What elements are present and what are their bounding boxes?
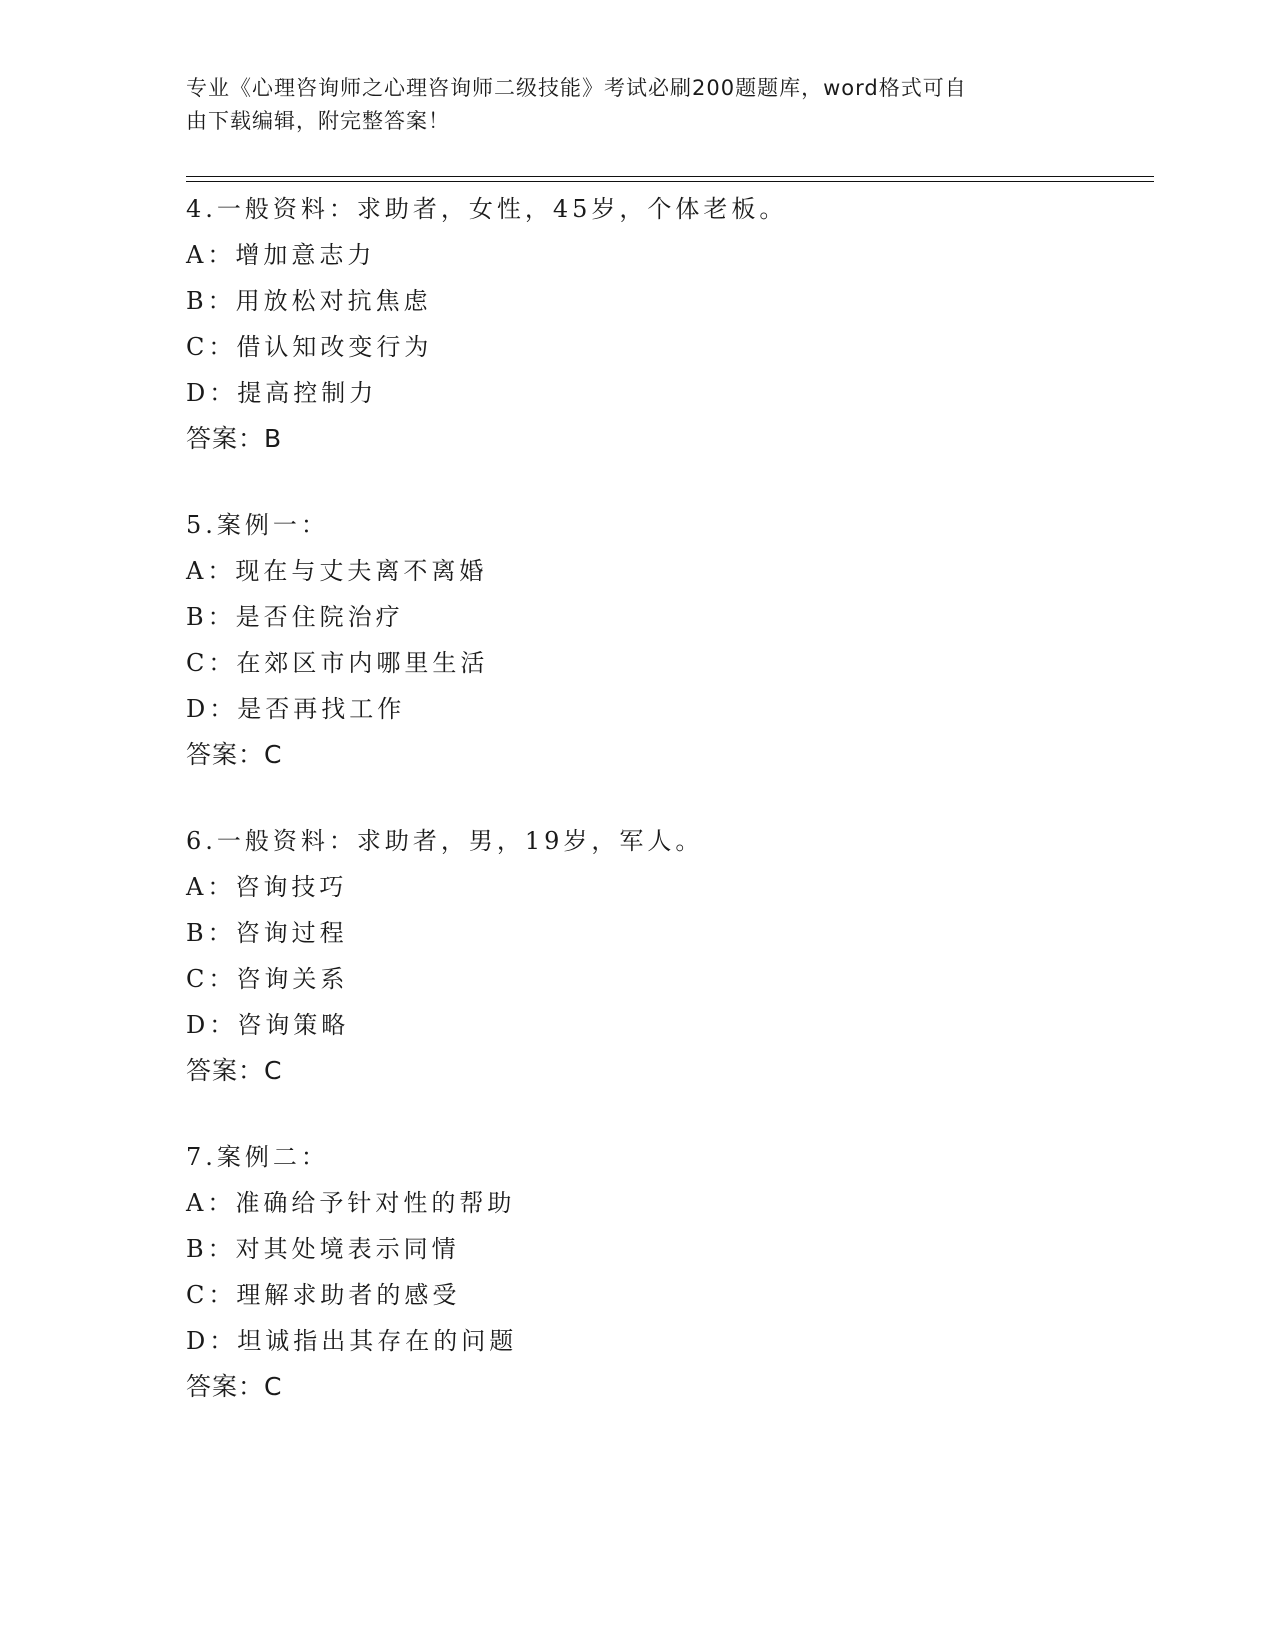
option-d: D：咨询策略	[186, 1011, 350, 1039]
option-c: C：在郊区市内哪里生活	[186, 649, 489, 677]
option-a: A：现在与丈夫离不离婚	[186, 557, 488, 585]
option-c: C：借认知改变行为	[186, 333, 433, 361]
document-header	[186, 72, 1086, 138]
option-b: B：是否住院治疗	[186, 603, 404, 631]
question-stem: 7.案例二：	[186, 1143, 329, 1171]
option-a: A：增加意志力	[186, 241, 376, 269]
header-divider-top	[186, 176, 1154, 177]
answer-line: 答案：C	[186, 1056, 283, 1085]
option-d: D：坦诚指出其存在的问题	[186, 1327, 518, 1355]
option-a: A：准确给予针对性的帮助	[186, 1189, 516, 1217]
question-stem: 4.一般资料：求助者，女性，45岁，个体老板。	[186, 195, 788, 223]
answer-line: 答案：B	[186, 424, 283, 453]
option-a: A：咨询技巧	[186, 873, 348, 901]
option-d: D：是否再找工作	[186, 695, 406, 723]
option-b: B：咨询过程	[186, 919, 348, 947]
question-stem: 6.一般资料：求助者，男，19岁，军人。	[186, 827, 704, 855]
option-c: C：咨询关系	[186, 965, 349, 993]
option-b: B：对其处境表示同情	[186, 1235, 460, 1263]
option-d: D：提高控制力	[186, 379, 378, 407]
header-line-2: 由下载编辑，附完整答案！	[186, 109, 450, 133]
question-item	[186, 502, 1154, 778]
header-line-1: 专业《心理咨询师之心理咨询师二级技能》考试必刷200题题库，word格式可自	[186, 76, 967, 100]
question-item	[186, 818, 1154, 1094]
question-item	[186, 186, 1154, 462]
header-divider-bottom	[186, 181, 1154, 182]
question-list	[186, 186, 1154, 1450]
option-b: B：用放松对抗焦虑	[186, 287, 432, 315]
option-c: C：理解求助者的感受	[186, 1281, 461, 1309]
answer-line: 答案：C	[186, 740, 283, 769]
question-stem: 5.案例一：	[186, 511, 329, 539]
question-item	[186, 1134, 1154, 1410]
answer-line: 答案：C	[186, 1372, 283, 1401]
